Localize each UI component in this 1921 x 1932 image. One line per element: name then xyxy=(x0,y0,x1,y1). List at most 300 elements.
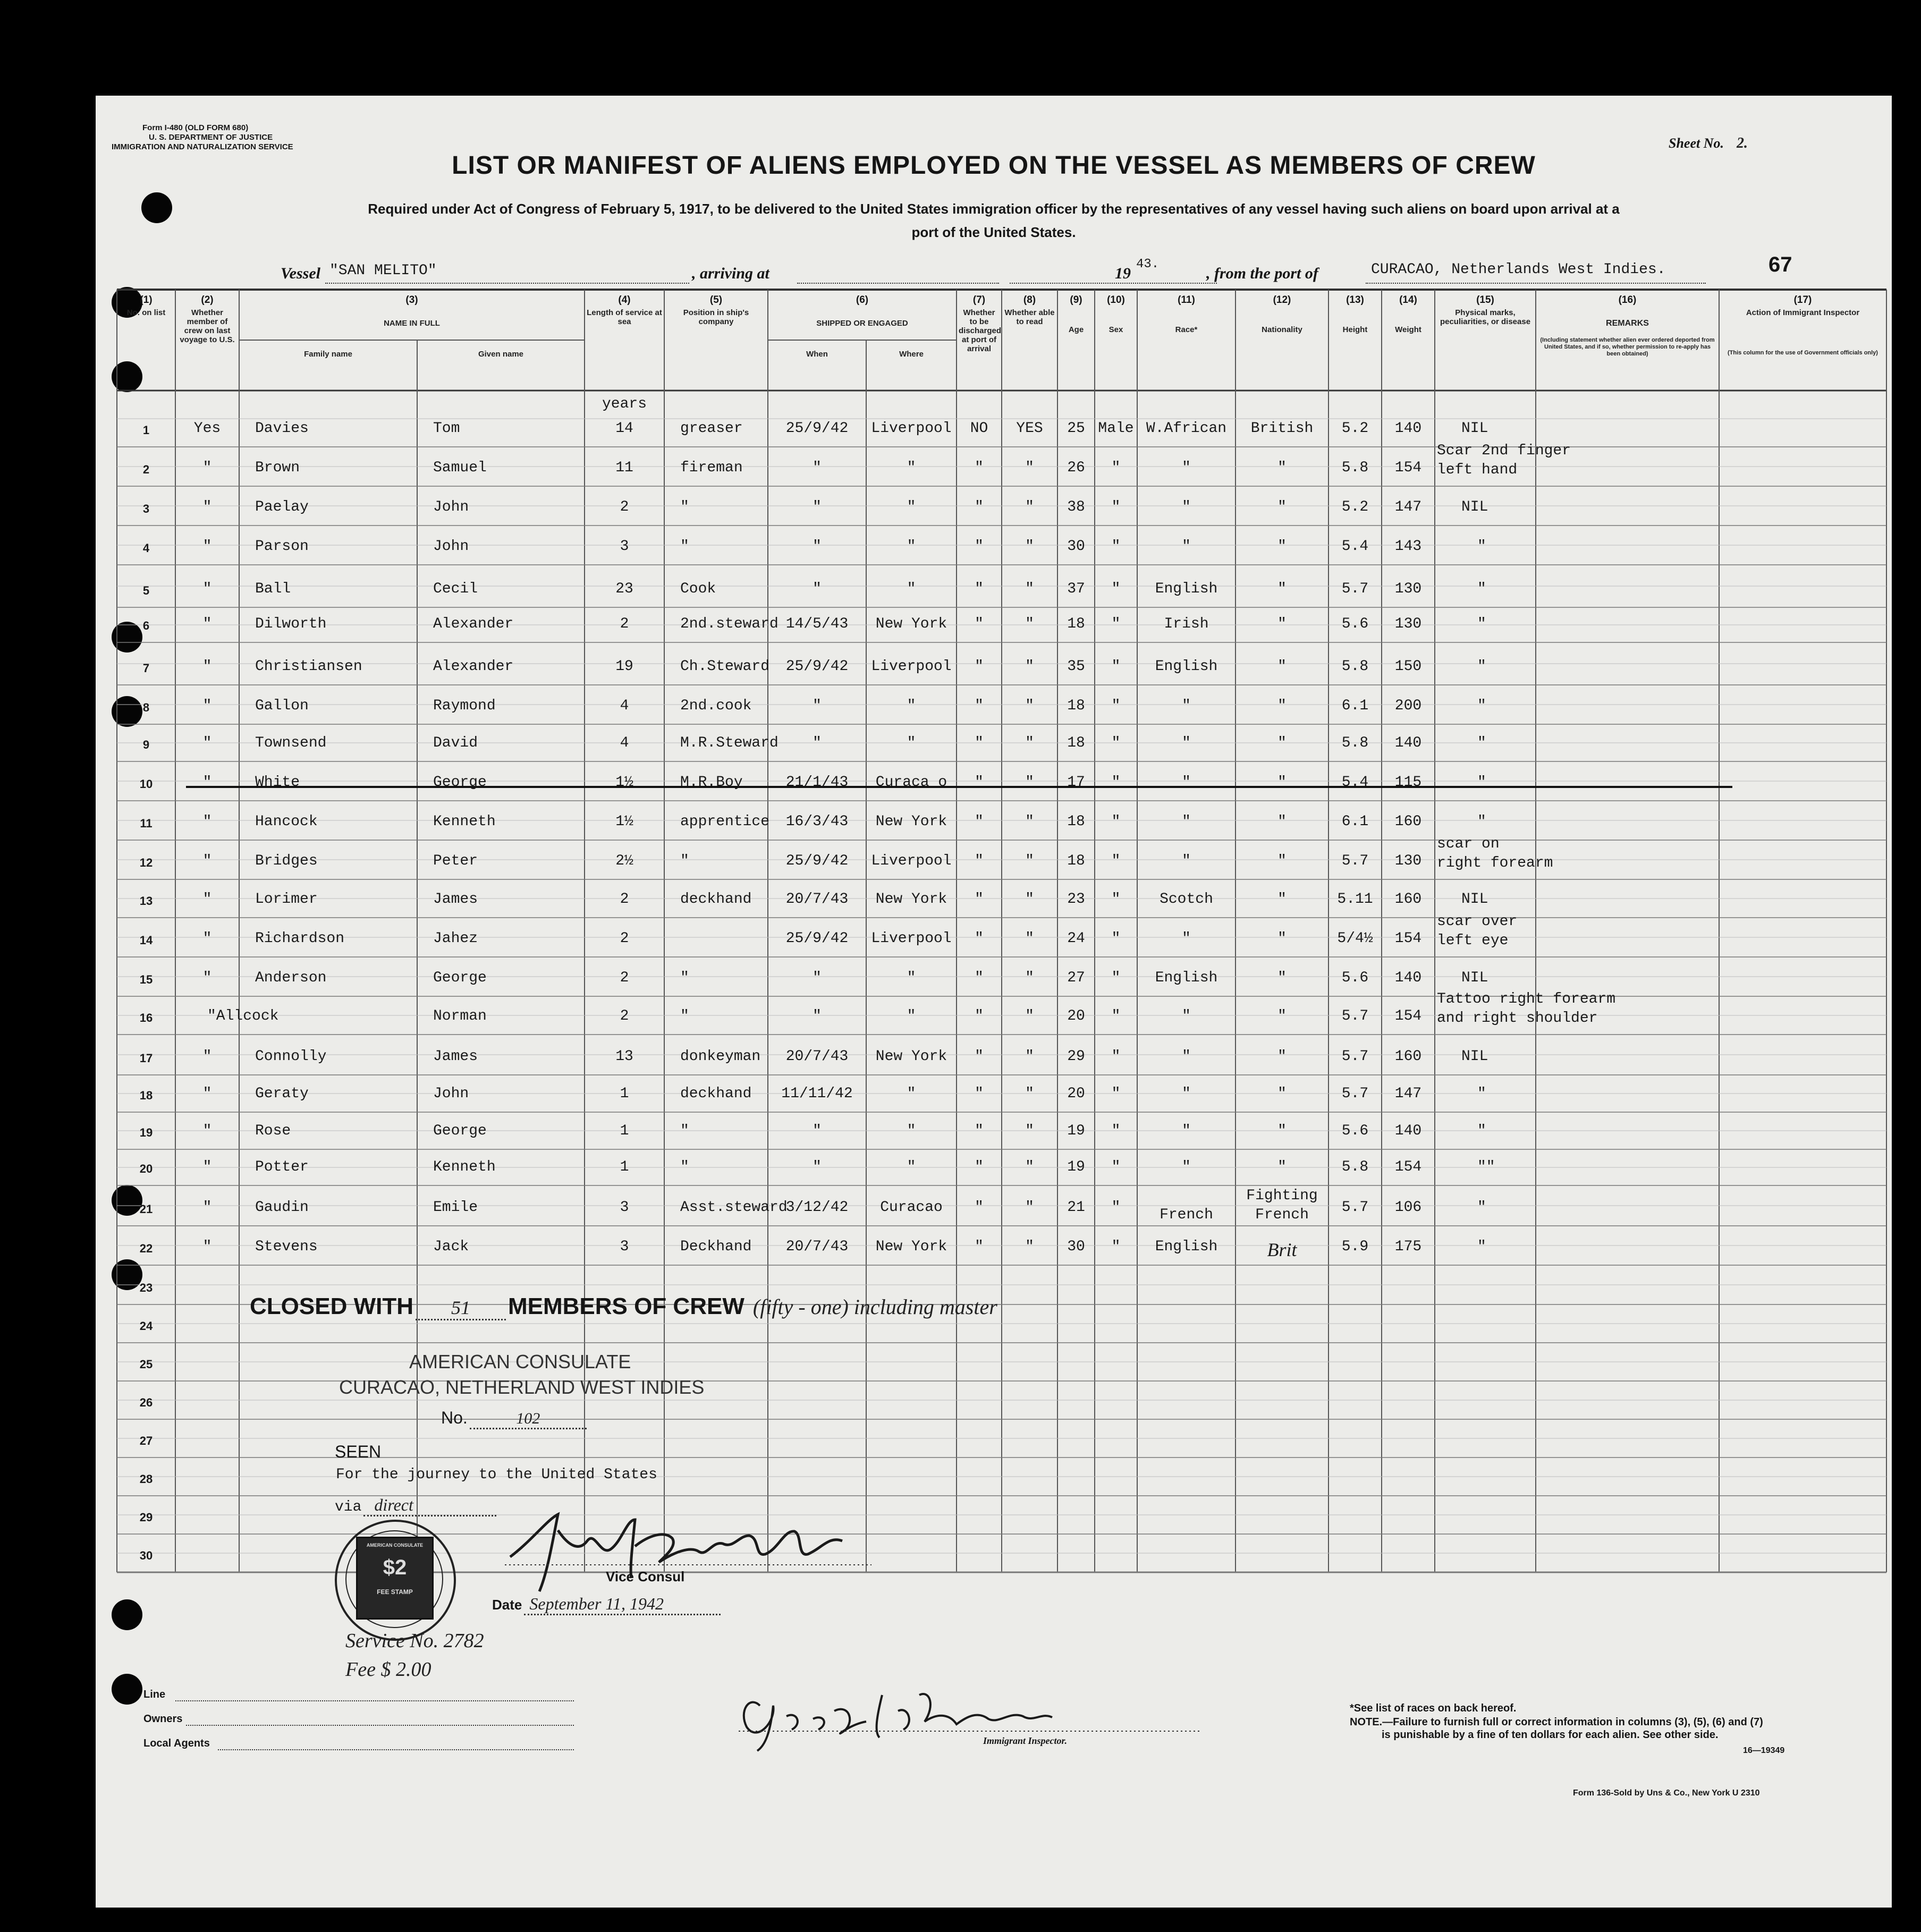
given-name-cell: Alexander xyxy=(433,616,514,632)
nationality-cell: " xyxy=(1277,1048,1287,1065)
empty-row-number: 27 xyxy=(139,1434,153,1447)
able-to-read-cell: " xyxy=(1025,930,1034,947)
footer-agents-label: Local Agents xyxy=(143,1738,210,1749)
age-cell: 18 xyxy=(1067,735,1085,751)
age-cell: 18 xyxy=(1067,698,1085,714)
discharged-cell: " xyxy=(975,1048,984,1065)
given-name-cell: John xyxy=(433,499,469,515)
prev-voyage-cell: " xyxy=(202,1048,212,1065)
height-cell: 5.8 xyxy=(1341,658,1369,675)
sex-cell: " xyxy=(1111,616,1121,632)
date-line xyxy=(492,1594,721,1615)
weight-cell: 106 xyxy=(1394,1199,1422,1216)
race-cell: " xyxy=(1182,1008,1191,1024)
shipped-where-cell: " xyxy=(907,460,916,476)
discharged-cell: " xyxy=(975,774,984,791)
given-name-cell: John xyxy=(433,1086,469,1102)
weight-cell: 154 xyxy=(1394,930,1422,947)
given-name-cell: George xyxy=(433,1123,487,1139)
shipped-when-cell: " xyxy=(813,1123,822,1139)
num-cell: 8 xyxy=(142,701,150,714)
age-cell: 26 xyxy=(1067,460,1085,476)
sex-cell: " xyxy=(1111,658,1121,675)
family-name-cell: Lorimer xyxy=(255,891,318,908)
discharged-cell: " xyxy=(975,460,984,476)
physical-marks-cell: " xyxy=(1477,1086,1486,1102)
prev-voyage-cell: " xyxy=(202,774,212,791)
physical-marks-cell: NIL xyxy=(1461,891,1488,908)
race-cell: " xyxy=(1182,538,1191,555)
column-header: Length of service at sea xyxy=(587,308,662,326)
sex-cell: " xyxy=(1111,581,1121,597)
prev-voyage-cell: " xyxy=(202,1199,212,1216)
race-cell: " xyxy=(1182,1048,1191,1065)
height-cell: 5.7 xyxy=(1341,1199,1369,1216)
prev-voyage-cell: "Allcock xyxy=(207,1008,279,1024)
position-cell: 2nd.steward xyxy=(680,616,778,632)
age-cell: 29 xyxy=(1067,1048,1085,1065)
page-number: 67 xyxy=(1768,253,1792,276)
family-name-cell: Gallon xyxy=(255,698,309,714)
weight-cell: 140 xyxy=(1394,1123,1422,1139)
year-suffix: 43. xyxy=(1136,257,1160,272)
given-name-cell: Emile xyxy=(433,1199,478,1216)
nationality-cell: " xyxy=(1277,1086,1287,1102)
service-length-cell: 2 xyxy=(620,616,629,632)
able-to-read-cell: YES xyxy=(1016,420,1043,437)
discharged-cell: " xyxy=(975,658,984,675)
shipped-when-cell: 25/9/42 xyxy=(785,658,849,675)
sex-cell: " xyxy=(1111,499,1121,515)
service-length-cell: 2 xyxy=(620,970,629,986)
shipped-where-cell: Curaca o xyxy=(875,774,947,791)
column-header: Whether able to read xyxy=(1004,308,1055,326)
prev-voyage-cell: " xyxy=(202,698,212,714)
remarks-note: (Including statement whether alien ever ordered deported from United States, and if so, whether permission to re-apply has been obtained) xyxy=(1540,337,1715,357)
position-cell: deckhand xyxy=(680,1086,752,1102)
position-cell: apprentice xyxy=(680,814,770,830)
column-number: (1) xyxy=(140,294,153,306)
age-cell: 30 xyxy=(1067,1239,1085,1255)
footer-code: 16—19349 xyxy=(1743,1746,1785,1755)
height-cell: 5.6 xyxy=(1341,1123,1369,1139)
position-cell: Ch.Steward xyxy=(680,658,770,675)
manifest-sheet xyxy=(96,96,1892,1908)
discharged-cell: " xyxy=(975,853,984,869)
service-length-cell: 2 xyxy=(620,499,629,515)
weight-cell: 154 xyxy=(1394,1159,1422,1175)
physical-marks-cell: " xyxy=(1477,1123,1486,1139)
age-cell: 17 xyxy=(1067,774,1085,791)
sex-cell: " xyxy=(1111,698,1121,714)
given-name-cell: Kenneth xyxy=(433,814,496,830)
position-cell: " xyxy=(680,538,689,555)
able-to-read-cell: " xyxy=(1025,538,1034,555)
prev-voyage-cell: " xyxy=(202,1123,212,1139)
via-label: via xyxy=(335,1499,362,1515)
form-id: Form I-480 (OLD FORM 680) xyxy=(142,123,249,132)
height-cell: 5.6 xyxy=(1341,970,1369,986)
age-cell: 18 xyxy=(1067,616,1085,632)
weight-cell: 160 xyxy=(1394,891,1422,908)
age-cell: 19 xyxy=(1067,1123,1085,1139)
empty-row-number: 24 xyxy=(139,1319,153,1333)
empty-row-number: 26 xyxy=(139,1396,153,1409)
footer-line xyxy=(143,1690,165,1700)
race-cell: " xyxy=(1182,698,1191,714)
vessel-name: "SAN MELITO" xyxy=(329,262,437,279)
num-cell: 13 xyxy=(139,894,153,908)
position-cell: M.R.Steward xyxy=(680,735,778,751)
weight-cell: 154 xyxy=(1394,460,1422,476)
sex-cell: " xyxy=(1111,460,1121,476)
sex-cell: " xyxy=(1111,891,1121,908)
prev-voyage-cell: " xyxy=(202,930,212,947)
column-number: (2) xyxy=(201,294,214,306)
family-name-cell: Davies xyxy=(255,420,309,437)
nationality-cell: British xyxy=(1250,420,1314,437)
shipped-where-cell: " xyxy=(907,735,916,751)
family-name-cell: Parson xyxy=(255,538,309,555)
footer-note-2: NOTE.—Failure to furnish full or correct information in columns (3), (5), (6) and (7) xyxy=(1350,1716,1763,1728)
race-cell: English xyxy=(1155,1239,1218,1255)
service-name: IMMIGRATION AND NATURALIZATION SERVICE xyxy=(112,142,293,151)
column-number: (12) xyxy=(1273,294,1291,306)
given-name-cell: Jahez xyxy=(433,930,478,947)
service-length-cell: 1 xyxy=(620,1086,629,1102)
num-cell: 14 xyxy=(139,934,153,947)
nationality-cell: " xyxy=(1277,658,1287,675)
able-to-read-cell: " xyxy=(1025,1048,1034,1065)
weight-cell: 150 xyxy=(1394,658,1422,675)
shipped-when-cell: 3/12/42 xyxy=(785,1199,849,1216)
shipped-where-cell: New York xyxy=(875,814,947,830)
column-header: REMARKS xyxy=(1606,319,1649,328)
race-cell: Scotch xyxy=(1160,891,1213,908)
service-length-cell: 3 xyxy=(620,538,629,555)
age-cell: 35 xyxy=(1067,658,1085,675)
year-prefix: 19 xyxy=(1115,265,1131,282)
column-number: (4) xyxy=(618,294,631,306)
family-name-cell: Potter xyxy=(255,1159,309,1175)
footer-note-1: *See list of races on back hereof. xyxy=(1350,1702,1517,1714)
prev-voyage-cell: " xyxy=(202,1239,212,1255)
column-number: (8) xyxy=(1023,294,1036,306)
height-cell: 5.7 xyxy=(1341,1048,1369,1065)
shipped-where-cell: New York xyxy=(875,891,947,908)
shipped-where-cell: " xyxy=(907,1123,916,1139)
num-cell: 22 xyxy=(139,1242,153,1255)
height-cell: 5.8 xyxy=(1341,1159,1369,1175)
sex-cell: " xyxy=(1111,1048,1121,1065)
able-to-read-cell: " xyxy=(1025,698,1034,714)
prev-voyage-cell: " xyxy=(202,538,212,555)
service-length-cell: 2 xyxy=(620,1008,629,1024)
shipped-when-cell: 20/7/43 xyxy=(785,1048,849,1065)
via-value: direct xyxy=(363,1495,496,1516)
immigrant-inspector-label: Immigrant Inspector. xyxy=(983,1735,1068,1746)
column-header: NAME IN FULL xyxy=(384,319,440,328)
num-cell: 20 xyxy=(139,1162,153,1175)
age-cell: 24 xyxy=(1067,930,1085,947)
shipped-when-cell: " xyxy=(813,460,822,476)
physical-marks-cell: "" xyxy=(1477,1159,1495,1175)
footer-publisher: Form 136-Sold by Uns & Co., New York U 2310 xyxy=(1573,1789,1760,1798)
given-name-cell: David xyxy=(433,735,478,751)
num-cell: 19 xyxy=(139,1126,153,1139)
discharged-cell: " xyxy=(975,930,984,947)
able-to-read-cell: " xyxy=(1025,853,1034,869)
service-length-cell: 4 xyxy=(620,698,629,714)
prev-voyage-cell: " xyxy=(202,460,212,476)
able-to-read-cell: " xyxy=(1025,1159,1034,1175)
footer-owners-dots xyxy=(186,1725,574,1726)
height-cell: 5.2 xyxy=(1341,420,1369,437)
physical-marks-cell: Tattoo right forearm xyxy=(1437,991,1616,1007)
position-cell: " xyxy=(680,499,689,515)
footer-owners-label: Owners xyxy=(143,1713,183,1725)
position-cell: Asst.steward xyxy=(680,1199,788,1216)
race-cell: " xyxy=(1182,1086,1191,1102)
num-cell: 12 xyxy=(139,856,153,869)
service-length-cell: 4 xyxy=(620,735,629,751)
sheet-label: Sheet No. xyxy=(1669,135,1724,151)
able-to-read-cell: " xyxy=(1025,460,1034,476)
given-name-cell: James xyxy=(433,891,478,908)
position-cell: " xyxy=(680,1123,689,1139)
num-cell: 21 xyxy=(139,1202,153,1216)
nationality-cell: " xyxy=(1277,698,1287,714)
nationality-cell: " xyxy=(1277,616,1287,632)
shipped-when-cell: " xyxy=(813,1159,822,1175)
position-cell: deckhand xyxy=(680,891,752,908)
given-name-cell: Kenneth xyxy=(433,1159,496,1175)
consulate-number xyxy=(441,1408,587,1429)
able-to-read-cell: " xyxy=(1025,616,1034,632)
age-cell: 18 xyxy=(1067,853,1085,869)
service-length-cell: 19 xyxy=(615,658,633,675)
years-label: years xyxy=(602,396,647,412)
nationality-cell: " xyxy=(1277,538,1287,555)
empty-row-number: 30 xyxy=(139,1549,153,1562)
footer-line-dots xyxy=(175,1700,574,1701)
position-cell: " xyxy=(680,1008,689,1024)
weight-cell: 130 xyxy=(1394,616,1422,632)
closed-with-label: CLOSED WITH xyxy=(250,1293,413,1319)
physical-marks-cell: NIL xyxy=(1461,499,1488,515)
prev-voyage-cell: Yes xyxy=(193,420,221,437)
able-to-read-cell: " xyxy=(1025,814,1034,830)
column-header: Sex xyxy=(1108,325,1123,334)
discharged-cell: " xyxy=(975,538,984,555)
prev-voyage-cell: " xyxy=(202,1159,212,1175)
department: U. S. DEPARTMENT OF JUSTICE xyxy=(149,133,273,142)
sex-cell: " xyxy=(1111,1008,1121,1024)
num-cell: 5 xyxy=(142,584,150,597)
nationality-cell: " xyxy=(1277,581,1287,597)
weight-cell: 130 xyxy=(1394,853,1422,869)
age-cell: 30 xyxy=(1067,538,1085,555)
num-cell: 3 xyxy=(142,502,150,515)
footer-note-3: is punishable by a fine of ten dollars for each alien. See other side. xyxy=(1382,1729,1719,1741)
given-name-cell: Alexander xyxy=(433,658,514,675)
discharged-cell: " xyxy=(975,1086,984,1102)
vessel-label: Vessel xyxy=(281,265,320,282)
able-to-read-cell: " xyxy=(1025,1199,1034,1216)
given-name-cell: John xyxy=(433,538,469,555)
closed-count: 51 xyxy=(416,1297,506,1320)
form-subtitle-1: Required under Act of Congress of February 5, 1917, to be delivered to the United States immigration officer by the representatives of any vessel having such aliens on board upon arrival at a xyxy=(368,201,1620,217)
column-number: (9) xyxy=(1070,294,1082,306)
age-cell: 19 xyxy=(1067,1159,1085,1175)
vice-consul-label: Vice Consul xyxy=(606,1569,685,1584)
nationality-cell: " xyxy=(1277,853,1287,869)
position-cell: 2nd.cook xyxy=(680,698,752,714)
age-cell: 18 xyxy=(1067,814,1085,830)
shipped-when-cell: 25/9/42 xyxy=(785,420,849,437)
family-name-cell: Paelay xyxy=(255,499,309,515)
discharged-cell: " xyxy=(975,1239,984,1255)
num-cell: 15 xyxy=(139,973,153,986)
form-subtitle-2: port of the United States. xyxy=(911,224,1076,240)
height-cell: 5.7 xyxy=(1341,581,1369,597)
column-number: (17) xyxy=(1793,294,1812,306)
sex-cell: " xyxy=(1111,1239,1121,1255)
nationality-cell: " xyxy=(1277,814,1287,830)
shipped-when-cell: " xyxy=(813,970,822,986)
shipped-where-cell: Liverpool xyxy=(871,853,952,869)
family-name-cell: Connolly xyxy=(255,1048,327,1065)
service-length-cell: 1 xyxy=(620,1159,629,1175)
column-number: (6) xyxy=(856,294,869,306)
consulate-no-label: No. xyxy=(441,1408,468,1427)
column-number: (13) xyxy=(1346,294,1364,306)
family-name-cell: Christiansen xyxy=(255,658,362,675)
physical-marks-cell: " xyxy=(1477,1239,1486,1255)
port-label: , from the port of xyxy=(1206,265,1318,282)
physical-marks-cell: " xyxy=(1477,814,1486,830)
physical-marks-cell-line2: left eye xyxy=(1437,933,1509,949)
race-cell: " xyxy=(1182,1123,1191,1139)
given-name-cell: Raymond xyxy=(433,698,496,714)
family-name-cell: Geraty xyxy=(255,1086,309,1102)
shipped-when-cell: 11/11/42 xyxy=(781,1086,853,1102)
sex-cell: " xyxy=(1111,853,1121,869)
shipped-when-cell: 20/7/43 xyxy=(785,891,849,908)
seen-label: SEEN xyxy=(335,1442,382,1461)
nationality-cell: Fighting xyxy=(1246,1188,1318,1204)
form-title: LIST OR MANIFEST OF ALIENS EMPLOYED ON THE VESSEL AS MEMBERS OF CREW xyxy=(452,151,1536,180)
sex-cell: " xyxy=(1111,735,1121,751)
sex-cell: " xyxy=(1111,774,1121,791)
position-cell: Cook xyxy=(680,581,716,597)
column-number: (5) xyxy=(709,294,723,306)
prev-voyage-cell: " xyxy=(202,853,212,869)
sex-cell: " xyxy=(1111,814,1121,830)
physical-marks-cell: Scar 2nd finger xyxy=(1437,443,1571,459)
shipped-where-cell: Curacao xyxy=(880,1199,943,1216)
physical-marks-cell: " xyxy=(1477,616,1486,632)
discharged-cell: " xyxy=(975,581,984,597)
position-cell: " xyxy=(680,970,689,986)
family-name-cell: Richardson xyxy=(255,930,345,947)
weight-cell: 147 xyxy=(1394,1086,1422,1102)
nationality-cell: " xyxy=(1277,774,1287,791)
nationality-cell: " xyxy=(1277,460,1287,476)
position-cell: " xyxy=(680,1159,689,1175)
column-number: (7) xyxy=(972,294,986,306)
physical-marks-cell: NIL xyxy=(1461,1048,1488,1065)
inspector-signature xyxy=(728,1674,1206,1753)
height-cell: 6.1 xyxy=(1341,698,1369,714)
column-number: (11) xyxy=(1178,294,1195,306)
num-cell: 17 xyxy=(139,1052,153,1065)
column-header: Whether to be discharged at port of arrival xyxy=(959,308,1002,353)
empty-row-number: 28 xyxy=(139,1472,153,1486)
age-cell: 37 xyxy=(1067,581,1085,597)
shipped-when-cell: 21/1/43 xyxy=(785,774,849,791)
shipped-where-cell: " xyxy=(907,1086,916,1102)
nationality-cell: " xyxy=(1277,891,1287,908)
where-header: Where xyxy=(899,350,924,359)
nationality-cell: " xyxy=(1277,1159,1287,1175)
able-to-read-cell: " xyxy=(1025,581,1034,597)
shipped-where-cell: " xyxy=(907,698,916,714)
fee-amount: Fee $ 2.00 xyxy=(345,1658,431,1681)
nationality-cell: Brit xyxy=(1267,1239,1297,1260)
race-cell: " xyxy=(1182,499,1191,515)
discharged-cell: " xyxy=(975,891,984,908)
service-length-cell: 2 xyxy=(620,930,629,947)
service-length-cell: 23 xyxy=(615,581,633,597)
num-cell: 6 xyxy=(142,619,150,632)
closed-handwritten: (fifty - one) including master xyxy=(752,1295,997,1319)
given-name-cell: Tom xyxy=(433,420,460,437)
physical-marks-cell: " xyxy=(1477,698,1486,714)
empty-row-number: 29 xyxy=(139,1511,153,1524)
nationality-cell: " xyxy=(1277,735,1287,751)
shipped-where-cell: " xyxy=(907,970,916,986)
weight-cell: 160 xyxy=(1394,1048,1422,1065)
family-name-cell: Anderson xyxy=(255,970,327,986)
column-number: (3) xyxy=(405,294,418,306)
family-name-header: Family name xyxy=(304,350,352,359)
given-name-cell: James xyxy=(433,1048,478,1065)
port-name: CURACAO, Netherlands West Indies. xyxy=(1371,261,1666,278)
height-cell: 6.1 xyxy=(1341,814,1369,830)
height-cell: 5.4 xyxy=(1341,774,1369,791)
weight-cell: 143 xyxy=(1394,538,1422,555)
able-to-read-cell: " xyxy=(1025,499,1034,515)
sex-cell: " xyxy=(1111,1199,1121,1216)
physical-marks-cell: NIL xyxy=(1461,970,1488,986)
shipped-where-cell: " xyxy=(907,1159,916,1175)
family-name-cell: Brown xyxy=(255,460,300,476)
service-length-cell: 1 xyxy=(620,1123,629,1139)
fee-stamp xyxy=(356,1537,434,1620)
fee-stamp-top: AMERICAN CONSULATE xyxy=(366,1543,424,1548)
race-cell: English xyxy=(1155,970,1218,986)
physical-marks-cell: " xyxy=(1477,538,1486,555)
shipped-when-cell: " xyxy=(813,499,822,515)
discharged-cell: " xyxy=(975,1008,984,1024)
nationality-cell: " xyxy=(1277,970,1287,986)
height-cell: 5.8 xyxy=(1341,735,1369,751)
weight-cell: 147 xyxy=(1394,499,1422,515)
service-length-cell: 11 xyxy=(615,460,633,476)
nationality-cell: " xyxy=(1277,499,1287,515)
service-length-cell: 1½ xyxy=(615,814,633,830)
